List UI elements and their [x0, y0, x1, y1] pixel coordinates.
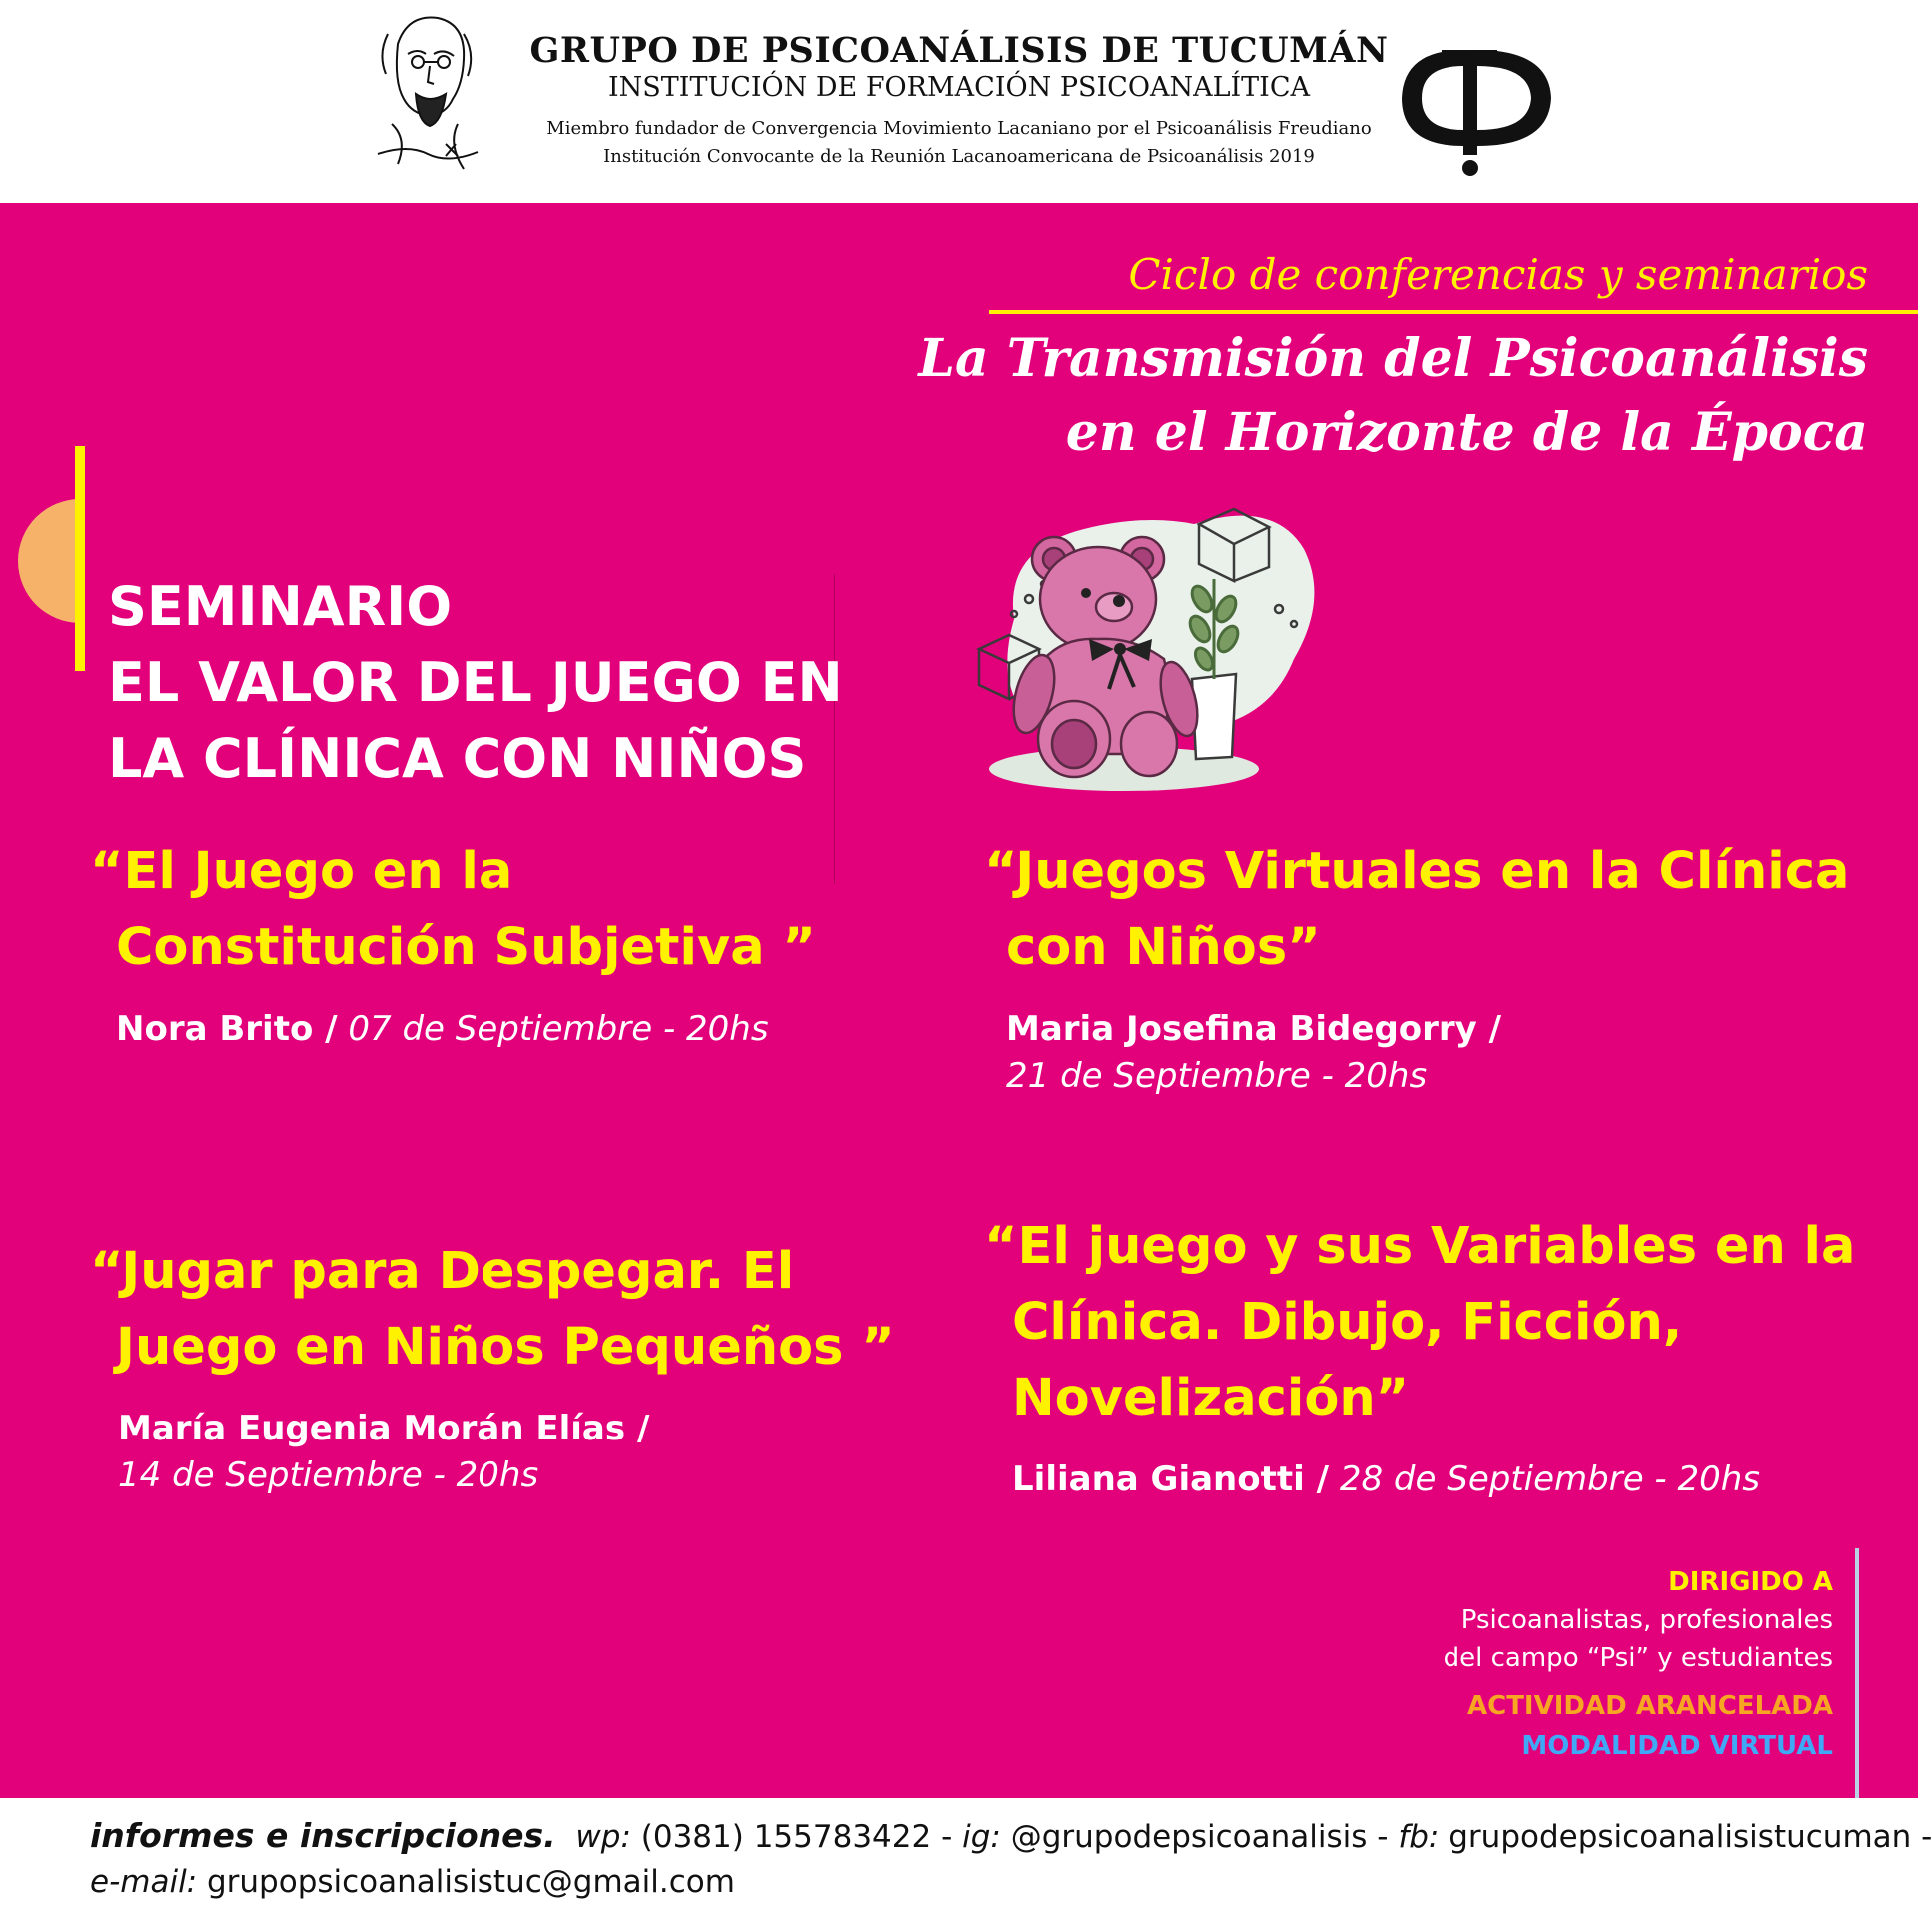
talk-card-1	[90, 834, 816, 1053]
talk-2-date: 21 de Septiembre - 20hs	[1006, 1056, 1428, 1096]
talk-card-3	[90, 1234, 895, 1499]
audience-side-bar	[1855, 1548, 1859, 1798]
talk-4-date: 28 de Septiembre - 20hs	[1329, 1459, 1761, 1499]
talk-3-meta	[90, 1406, 895, 1499]
contact-lead: informes e inscripciones.	[90, 1816, 556, 1855]
talk-1-title-line1: “El Juego en la	[90, 842, 513, 901]
seminar-line2: EL VALOR DEL JUEGO EN	[108, 651, 843, 714]
talk-3-title-line1: “Jugar para Despegar. El	[90, 1242, 795, 1301]
talk-card-2	[984, 834, 1849, 1100]
cycle-underline	[989, 310, 1918, 314]
ig-label: ig:	[962, 1819, 1001, 1855]
talk-2-speaker: Maria Josefina Bidegorry /	[1006, 1009, 1502, 1049]
seminar-line3: LA CLÍNICA CON NIÑOS	[108, 727, 807, 790]
email-line	[90, 1864, 735, 1900]
institution-convocation: Institución Convocante de la Reunión Lacanoamericana de Psicoanálisis 2019	[603, 146, 1315, 167]
cycle-title-line1: La Transmisión del Psicoanálisis	[918, 328, 1868, 389]
talk-4-speaker: Liliana Gianotti /	[1012, 1459, 1330, 1499]
talk-4-title-line2: Clínica. Dibujo, Ficción,	[1012, 1293, 1683, 1352]
seminar-line1: SEMINARIO	[108, 575, 453, 638]
mode-badge: MODALIDAD VIRTUAL	[1521, 1731, 1833, 1761]
talk-2-meta	[984, 1006, 1849, 1100]
talk-3-title-line2: Juego en Niños Pequeños ”	[116, 1318, 895, 1377]
talk-3-date: 14 de Septiembre - 20hs	[118, 1455, 539, 1495]
talk-2-title-line2: con Niños”	[1006, 918, 1321, 977]
teddy-bear-illustration	[974, 489, 1334, 789]
talk-2-title-line1: “Juegos Virtuales en la Clínica	[984, 842, 1850, 901]
audience-line1: Psicoanalistas, profesionales	[1460, 1605, 1833, 1635]
institution-subtitle: INSTITUCIÓN DE FORMACIÓN PSICOANALÍTICA	[607, 72, 1310, 103]
seminar-title	[108, 569, 843, 797]
yellow-accent-bar	[75, 446, 85, 671]
contact-line: informes e inscripciones. wp: (0381) 155783422 - ig: @grupodepsicoanalisis - fb: grupodepsicoanalisistucuman -	[90, 1816, 1932, 1855]
talk-4-meta	[984, 1456, 1855, 1503]
talk-card-4	[984, 1209, 1855, 1503]
talk-1-speaker: Nora Brito /	[116, 1009, 338, 1049]
audience-block	[1444, 1563, 1833, 1767]
email-address[interactable]: grupopsicoanalisistuc@gmail.com	[206, 1864, 735, 1900]
talk-4-title-line1: “El juego y sus Variables en la	[984, 1217, 1856, 1276]
talk-1-date: 07 de Septiembre - 20hs	[337, 1009, 769, 1049]
institution-title: GRUPO DE PSICOANÁLISIS DE TUCUMÁN	[529, 30, 1389, 71]
email-label: e-mail:	[90, 1864, 198, 1900]
gpt-logo-icon	[1394, 28, 1558, 183]
fb-handle[interactable]: grupodepsicoanalisistucuman	[1449, 1819, 1912, 1855]
talk-3-speaker: María Eugenia Morán Elías /	[118, 1409, 650, 1448]
wp-number[interactable]: (0381) 155783422	[640, 1819, 932, 1855]
audience-line2: del campo “Psi” y estudiantes	[1443, 1643, 1833, 1673]
talk-1-meta	[90, 1006, 816, 1053]
fb-label: fb:	[1398, 1819, 1440, 1855]
talk-1-title-line2: Constitución Subjetiva ”	[116, 918, 816, 977]
talk-4-title-line3: Novelización”	[1012, 1369, 1410, 1428]
cycle-label: Ciclo de conferencias y seminarios	[1128, 250, 1868, 299]
wp-label: wp:	[575, 1819, 631, 1855]
cycle-title-line2: en el Horizonte de la Época	[1065, 402, 1868, 463]
cycle-title	[918, 322, 1868, 470]
institution-membership: Miembro fundador de Convergencia Movimiento Lacaniano por el Psicoanálisis Freudiano	[546, 118, 1372, 139]
ig-handle[interactable]: @grupodepsicoanalisis	[1010, 1819, 1368, 1855]
fee-badge: ACTIVIDAD ARANCELADA	[1466, 1691, 1833, 1721]
audience-heading: DIRIGIDO A	[1668, 1567, 1833, 1597]
